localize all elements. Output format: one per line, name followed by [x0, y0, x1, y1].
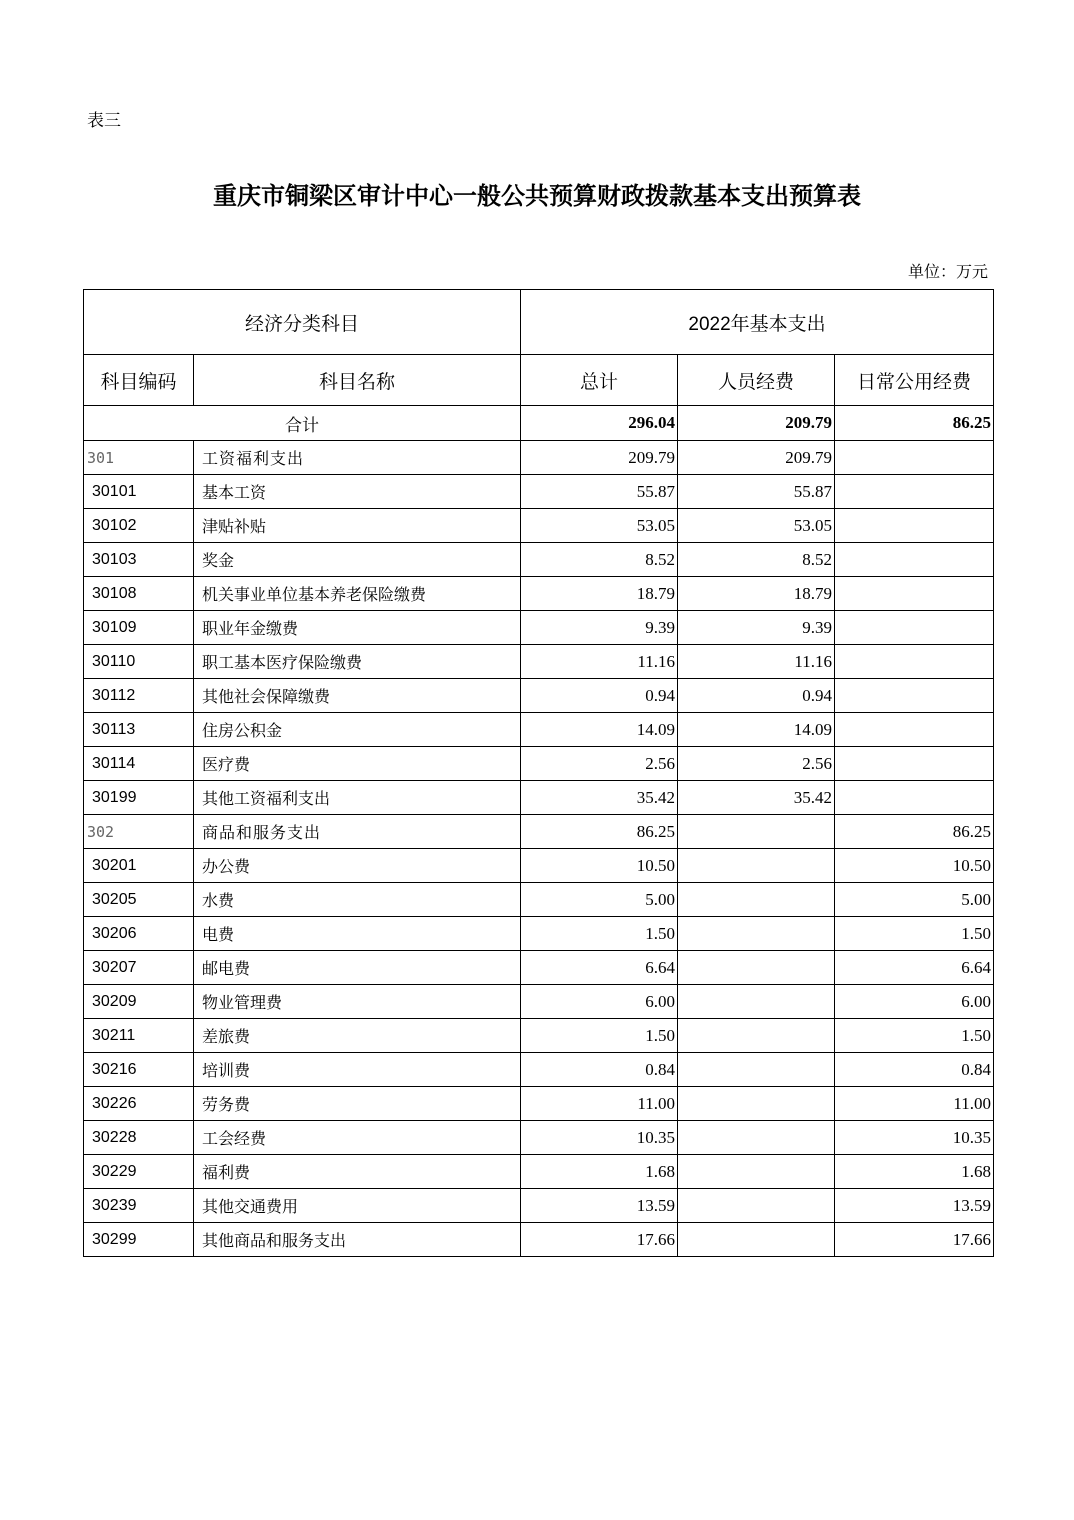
table-row	[84, 1019, 994, 1053]
unit-label: 单位：万元	[907, 262, 988, 281]
personnel-cell	[678, 1053, 835, 1087]
public-cell	[835, 781, 994, 815]
total-cell: 6.00	[521, 985, 678, 1019]
public-cell	[835, 611, 994, 645]
table-row	[84, 645, 994, 679]
subject-code-cell: 30114	[84, 747, 194, 781]
table-row	[84, 1087, 994, 1121]
total-cell: 5.00	[521, 883, 678, 917]
subject-code-cell: 30108	[84, 577, 194, 611]
subject-name-cell: 劳务费	[194, 1087, 521, 1121]
personnel-cell: 8.52	[678, 543, 835, 577]
personnel-cell	[678, 985, 835, 1019]
category-row	[84, 815, 994, 849]
public-cell: 1.50	[835, 917, 994, 951]
personnel-cell: 35.42	[678, 781, 835, 815]
header-public-expense: 日常公用经费	[835, 355, 994, 406]
table-row	[84, 679, 994, 713]
subject-code-cell: 30113	[84, 713, 194, 747]
public-cell	[835, 577, 994, 611]
total-cell: 14.09	[521, 713, 678, 747]
public-cell	[835, 645, 994, 679]
personnel-cell	[678, 1019, 835, 1053]
public-cell	[835, 713, 994, 747]
total-cell: 1.50	[521, 917, 678, 951]
total-sum: 296.04	[521, 406, 678, 441]
total-cell: 35.42	[521, 781, 678, 815]
subject-name-cell: 工会经费	[194, 1121, 521, 1155]
personnel-cell: 53.05	[678, 509, 835, 543]
subject-name-cell: 电费	[194, 917, 521, 951]
table-row	[84, 917, 994, 951]
subject-code-cell: 30299	[84, 1223, 194, 1257]
total-cell: 10.35	[521, 1121, 678, 1155]
header-subject-name: 科目名称	[194, 355, 521, 406]
subject-code-cell: 30226	[84, 1087, 194, 1121]
document-label: 表三	[87, 111, 121, 131]
total-cell: 13.59	[521, 1189, 678, 1223]
total-cell: 1.50	[521, 1019, 678, 1053]
subject-code-cell: 30239	[84, 1189, 194, 1223]
total-cell: 18.79	[521, 577, 678, 611]
subject-code-cell: 30112	[84, 679, 194, 713]
subject-name-cell: 工资福利支出	[194, 441, 521, 475]
table-row	[84, 713, 994, 747]
total-cell: 6.64	[521, 951, 678, 985]
public-cell	[835, 747, 994, 781]
personnel-cell: 14.09	[678, 713, 835, 747]
subject-name-cell: 其他工资福利支出	[194, 781, 521, 815]
table-row	[84, 475, 994, 509]
public-cell: 5.00	[835, 883, 994, 917]
total-personnel: 209.79	[678, 406, 835, 441]
table-row	[84, 1189, 994, 1223]
personnel-cell: 9.39	[678, 611, 835, 645]
personnel-cell	[678, 1189, 835, 1223]
personnel-cell: 0.94	[678, 679, 835, 713]
public-cell	[835, 679, 994, 713]
subject-name-cell: 物业管理费	[194, 985, 521, 1019]
public-cell: 10.35	[835, 1121, 994, 1155]
subject-code-cell: 30211	[84, 1019, 194, 1053]
total-cell: 86.25	[521, 815, 678, 849]
table-row	[84, 781, 994, 815]
table-row	[84, 1121, 994, 1155]
personnel-cell	[678, 815, 835, 849]
subject-name-cell: 基本工资	[194, 475, 521, 509]
subject-code-cell: 30102	[84, 509, 194, 543]
header-basic-expenditure: 2022年基本支出	[521, 290, 994, 355]
public-cell: 13.59	[835, 1189, 994, 1223]
total-cell: 11.00	[521, 1087, 678, 1121]
subject-code-cell: 30201	[84, 849, 194, 883]
total-cell: 8.52	[521, 543, 678, 577]
public-cell: 17.66	[835, 1223, 994, 1257]
total-label: 合计	[84, 406, 521, 441]
total-public: 86.25	[835, 406, 994, 441]
total-cell: 9.39	[521, 611, 678, 645]
table-row	[84, 509, 994, 543]
personnel-cell	[678, 917, 835, 951]
total-cell: 53.05	[521, 509, 678, 543]
subject-name-cell: 培训费	[194, 1053, 521, 1087]
subject-name-cell: 水费	[194, 883, 521, 917]
subject-name-cell: 办公费	[194, 849, 521, 883]
public-cell: 1.50	[835, 1019, 994, 1053]
total-cell: 55.87	[521, 475, 678, 509]
public-cell: 86.25	[835, 815, 994, 849]
subject-code-cell: 30199	[84, 781, 194, 815]
table-row	[84, 543, 994, 577]
table-row	[84, 577, 994, 611]
personnel-cell: 55.87	[678, 475, 835, 509]
personnel-cell	[678, 883, 835, 917]
header-economic-classification: 经济分类科目	[84, 290, 521, 355]
total-cell: 1.68	[521, 1155, 678, 1189]
budget-table	[83, 289, 994, 1257]
subject-code-cell: 30228	[84, 1121, 194, 1155]
total-cell: 2.56	[521, 747, 678, 781]
subject-name-cell: 福利费	[194, 1155, 521, 1189]
subject-code-cell: 30229	[84, 1155, 194, 1189]
subject-code-cell: 302	[84, 815, 194, 849]
subject-code-cell: 30205	[84, 883, 194, 917]
public-cell: 6.00	[835, 985, 994, 1019]
public-cell	[835, 543, 994, 577]
subject-code-cell: 30110	[84, 645, 194, 679]
table-row	[84, 951, 994, 985]
public-cell: 0.84	[835, 1053, 994, 1087]
subject-code-cell: 30209	[84, 985, 194, 1019]
header-total: 总计	[521, 355, 678, 406]
subject-name-cell: 差旅费	[194, 1019, 521, 1053]
total-row	[84, 406, 994, 441]
subject-name-cell: 其他社会保障缴费	[194, 679, 521, 713]
document-title: 重庆市铜梁区审计中心一般公共预算财政拨款基本支出预算表	[213, 181, 861, 210]
public-cell	[835, 475, 994, 509]
personnel-cell	[678, 1087, 835, 1121]
subject-code-cell: 301	[84, 441, 194, 475]
category-row	[84, 441, 994, 475]
header-column-row	[84, 355, 994, 406]
table-row	[84, 747, 994, 781]
total-cell: 0.84	[521, 1053, 678, 1087]
subject-name-cell: 其他交通费用	[194, 1189, 521, 1223]
personnel-cell: 18.79	[678, 577, 835, 611]
table-row	[84, 883, 994, 917]
total-cell: 209.79	[521, 441, 678, 475]
table-row	[84, 611, 994, 645]
table-row	[84, 1155, 994, 1189]
subject-name-cell: 奖金	[194, 543, 521, 577]
personnel-cell	[678, 1121, 835, 1155]
personnel-cell	[678, 951, 835, 985]
total-cell: 0.94	[521, 679, 678, 713]
subject-name-cell: 职业年金缴费	[194, 611, 521, 645]
personnel-cell	[678, 849, 835, 883]
public-cell: 11.00	[835, 1087, 994, 1121]
personnel-cell	[678, 1155, 835, 1189]
public-cell	[835, 509, 994, 543]
total-cell: 10.50	[521, 849, 678, 883]
subject-name-cell: 邮电费	[194, 951, 521, 985]
subject-code-cell: 30103	[84, 543, 194, 577]
subject-name-cell: 其他商品和服务支出	[194, 1223, 521, 1257]
header-subject-code: 科目编码	[84, 355, 194, 406]
personnel-cell: 11.16	[678, 645, 835, 679]
public-cell: 1.68	[835, 1155, 994, 1189]
personnel-cell	[678, 1223, 835, 1257]
subject-name-cell: 商品和服务支出	[194, 815, 521, 849]
subject-code-cell: 30206	[84, 917, 194, 951]
subject-name-cell: 医疗费	[194, 747, 521, 781]
total-cell: 11.16	[521, 645, 678, 679]
subject-code-cell: 30101	[84, 475, 194, 509]
table-row	[84, 985, 994, 1019]
subject-name-cell: 住房公积金	[194, 713, 521, 747]
table-row	[84, 849, 994, 883]
subject-name-cell: 津贴补贴	[194, 509, 521, 543]
personnel-cell: 2.56	[678, 747, 835, 781]
table-row	[84, 1223, 994, 1257]
subject-code-cell: 30109	[84, 611, 194, 645]
personnel-cell: 209.79	[678, 441, 835, 475]
header-group-row	[84, 290, 994, 355]
subject-code-cell: 30216	[84, 1053, 194, 1087]
table-row	[84, 1053, 994, 1087]
public-cell: 6.64	[835, 951, 994, 985]
header-personnel-expense: 人员经费	[678, 355, 835, 406]
subject-code-cell: 30207	[84, 951, 194, 985]
public-cell: 10.50	[835, 849, 994, 883]
total-cell: 17.66	[521, 1223, 678, 1257]
subject-name-cell: 机关事业单位基本养老保险缴费	[194, 577, 521, 611]
public-cell	[835, 441, 994, 475]
subject-name-cell: 职工基本医疗保险缴费	[194, 645, 521, 679]
